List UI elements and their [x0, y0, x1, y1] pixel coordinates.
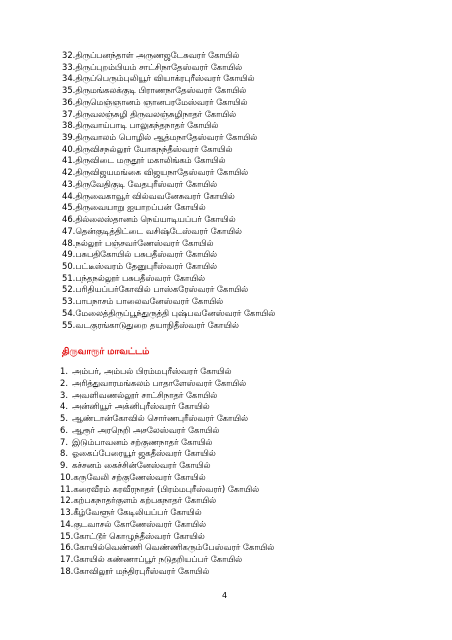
list-item-number: 52.: [62, 284, 76, 295]
list-item: [60, 401, 430, 413]
list-item: [62, 144, 432, 156]
list-item: [62, 284, 432, 296]
list-item: [62, 261, 432, 273]
list-item-number: 48.: [62, 237, 76, 248]
list-item-number: 49.: [62, 249, 76, 260]
list-item-text: பரிதியப்பர்கோவில் பாஸ்கரேஸ்வரர் கோயில்: [75, 284, 249, 295]
list-item-text: கோயில்வெண்ணி வெண்ணிகரும்பேஸ்வரர் கோயில்: [73, 542, 275, 553]
list-item: [60, 519, 430, 531]
list-item: [62, 97, 432, 109]
list-item-number: 42.: [62, 167, 76, 178]
list-item-number: 14.: [60, 518, 74, 529]
list-item-text: திருப்பனந்தாள் அருணஜடேசுவரர் கோயில்: [75, 50, 240, 60]
list-item-text: கச்சனம் கைச்சின்னேஸ்வரர் கோயில்: [72, 460, 211, 470]
list-item-text: கற்பகநாதர்குளம் கற்பகநாதர் கோயில்: [73, 495, 217, 506]
list-item-text: கருவேலி சற்குணேஸ்வரர் கோயில்: [73, 471, 206, 482]
list-item-number: 37.: [62, 108, 76, 119]
list-item: [60, 566, 430, 578]
list-item-text: பட்டீஸ்வரம் தேனுபுரீஸ்வரர் கோயில்: [75, 260, 217, 271]
list-item: [62, 73, 432, 85]
list-item: [60, 472, 430, 484]
list-item: [60, 390, 430, 402]
list-item-number: 18.: [60, 565, 74, 576]
list-item-number: 51.: [62, 272, 76, 283]
temple-list-continued: [62, 50, 432, 331]
list-item-text: மேலைத்திருப்பூந்துருத்தி புஷ்பவனேஸ்வரர் கோயில்: [75, 307, 276, 318]
list-item-text: திருமங்கலக்குடி பிராணநாதேஸ்வரர் கோயில்: [75, 85, 247, 96]
list-item: [62, 132, 432, 144]
list-item-number: 45.: [62, 202, 76, 213]
list-item: [62, 85, 432, 97]
list-item: [60, 425, 430, 437]
list-item: [62, 296, 432, 308]
list-item-text: இடும்பாவனம் சற்குணநாதர் கோயில்: [72, 436, 213, 447]
list-item-number: 47.: [62, 225, 76, 236]
list-item-text: அன்னியூர் அக்னிபுரீஸ்வரர் கோயில்: [72, 401, 210, 412]
list-item-text: கோயில் கண்ணாப்பூர் நடுதறியப்பர் கோயில்: [73, 554, 243, 564]
list-item: [60, 507, 430, 519]
list-item-number: 35.: [62, 85, 76, 96]
list-item: [60, 495, 430, 507]
list-item-number: 1.: [60, 366, 68, 376]
list-item-number: 16.: [60, 542, 74, 553]
list-item-text: வடகுரங்காடுதுறை தயாநிதீஸ்வரர் கோயில்: [75, 319, 239, 330]
list-item-text: திருவலஞ்சுழி திருவலஞ்சுழிநாதர் கோயில்: [75, 108, 237, 119]
list-item-number: 41.: [62, 155, 76, 166]
list-item-text: திருவாலம் பொழில் ஆத்மநாதேஸ்வரர் கோயில்: [75, 132, 258, 143]
list-item-text: கீழ்வேளூர் கேடிலியப்பர் கோயில்: [73, 507, 202, 517]
list-item-text: தென்குடித்திட்டை வசிஷ்டேஸ்வரர் கோயில்: [75, 225, 242, 236]
list-item: [62, 62, 432, 74]
list-item: [62, 167, 432, 179]
list-item-number: 39.: [62, 132, 76, 143]
list-item: [62, 308, 432, 320]
list-item-text: பந்தநல்லூர் பசுபதீஸ்வரர் கோயில்: [75, 272, 205, 283]
list-item-text: திருவாய்பாடி பாலுகந்தநாதர் கோயில்: [75, 120, 219, 131]
list-item-number: 46.: [62, 214, 76, 225]
list-item: [60, 484, 430, 496]
list-item-text: ஆண்டான்கோவில் சொர்ணபுரீஸ்வரர் கோயில்: [72, 413, 248, 423]
list-item-text: திருவிசநல்லூர் யோகநந்தீஸ்வரர் கோயில்: [75, 143, 233, 154]
list-item-text: குடவாசல் கோணேஸ்வரர் கோயில்: [73, 518, 206, 529]
list-item: [60, 460, 430, 472]
list-item: [62, 320, 432, 332]
list-item-number: 32.: [62, 50, 76, 60]
list-item: [62, 179, 432, 191]
list-item-number: 17.: [60, 554, 74, 564]
list-item: [62, 109, 432, 121]
list-item-number: 9.: [60, 460, 68, 470]
list-item: [60, 437, 430, 449]
list-item: [62, 50, 432, 62]
list-item: [62, 214, 432, 226]
list-item-number: 40.: [62, 143, 76, 154]
list-item-number: 34.: [62, 73, 76, 84]
list-item: [62, 191, 432, 203]
list-item: [60, 378, 430, 390]
list-item-text: பசுபதிகோயில் பசுபதீஸ்வரர் கோயில்: [75, 249, 217, 260]
list-item-text: கோட்டூர் கொழுந்தீஸ்வரர் கோயில்: [73, 530, 205, 541]
list-item: [62, 226, 432, 238]
list-item-text: திருவிடை மருதூர் மகாலிங்கம் கோயில்: [75, 155, 226, 166]
list-item-number: 36.: [62, 96, 76, 107]
list-item-text: கோவிலூர் மந்திரபுரீஸ்வரர் கோயில்: [73, 565, 210, 576]
list-item-text: ஓகைப்பேரையூர் ஜகதீஸ்வரர் கோயில்: [72, 448, 216, 459]
list-item-number: 43.: [62, 178, 76, 189]
list-item-number: 4.: [60, 401, 68, 412]
tiruvarur-temple-list: [60, 366, 430, 578]
list-item: [60, 448, 430, 460]
list-item-text: தில்லைஸ்தானம் நெய்யாடியப்பர் கோயில்: [75, 214, 236, 225]
list-item-number: 7.: [60, 436, 68, 447]
list-item-number: 15.: [60, 530, 74, 541]
page-number: 4: [222, 591, 228, 600]
list-item-number: 2.: [60, 377, 68, 388]
district-heading: திருவாரூர் மாவட்டம்: [62, 347, 150, 357]
list-item-text: அரித்துவாரமங்கலம் பாதாளேஸ்வரர் கோயில்: [72, 377, 247, 388]
list-item-number: 5.: [60, 413, 68, 423]
list-item: [62, 249, 432, 261]
list-item-text: திருவிஜயமங்கை விஜயநாதேஸ்வரர் கோயில்: [75, 167, 249, 178]
list-item: [60, 531, 430, 543]
list-item-text: கரைவீரம் கரவீரநாதர் (பிரம்மபுரீஸ்வரர்) கோயில்: [73, 483, 260, 494]
list-item: [60, 554, 430, 566]
list-item-text: பாபநாசம் பாலைவனேஸ்வரர் கோயில்: [75, 296, 224, 307]
list-item-number: 54.: [62, 307, 76, 318]
list-item-text: திருப்புறம்பியம் சாட்சிநாதேஸ்வரர் கோயில்: [75, 61, 243, 72]
list-item-text: திருவைகாவூர் வில்வவனேசுவரர் கோயில்: [75, 190, 235, 201]
list-item-number: 3.: [60, 389, 68, 400]
list-item-text: திருவையாறு ஐயாறப்பன் கோயில்: [75, 202, 206, 213]
list-item-number: 50.: [62, 260, 76, 271]
list-item-number: 11.: [60, 483, 74, 494]
list-item-text: ஆரூர் அரநெறி அசலேஸ்வரர் கோயில்: [72, 424, 220, 435]
list-item-number: 38.: [62, 120, 76, 131]
list-item-text: அவளிவணல்லூர் சாட்சிநாதர் கோயில்: [72, 389, 218, 400]
list-item-number: 53.: [62, 296, 76, 307]
list-item: [62, 238, 432, 250]
list-item: [60, 366, 430, 378]
list-item: [62, 155, 432, 167]
list-item-text: அம்பர், அம்பல் பிரம்மபுரீஸ்வரர் கோயில்: [72, 366, 232, 376]
list-item-number: 33.: [62, 61, 76, 72]
list-item: [62, 273, 432, 285]
list-item-text: நல்லூர் பஞ்சவர்ணேஸ்வரர் கோயில்: [75, 237, 214, 248]
list-item-number: 13.: [60, 507, 74, 517]
list-item-text: திருப்பெரும்புலியூர் வியாக்ரபுரீஸ்வரர் கோயில்: [75, 73, 255, 84]
list-item-number: 12.: [60, 495, 74, 506]
list-item-number: 10.: [60, 471, 74, 482]
list-item-number: 55.: [62, 319, 76, 330]
list-item-number: 6.: [60, 424, 68, 435]
list-item-text: திருவேதிகுடி வேதபுரீஸ்வரர் கோயில்: [75, 178, 218, 189]
list-item: [62, 202, 432, 214]
list-item-number: 8.: [60, 448, 68, 459]
list-item: [60, 413, 430, 425]
list-item-number: 44.: [62, 190, 76, 201]
list-item: [62, 120, 432, 132]
list-item: [60, 542, 430, 554]
list-item-text: திருமெஞ்ஞானம் ஞானபரமேஸ்வரர் கோயில்: [75, 96, 248, 107]
